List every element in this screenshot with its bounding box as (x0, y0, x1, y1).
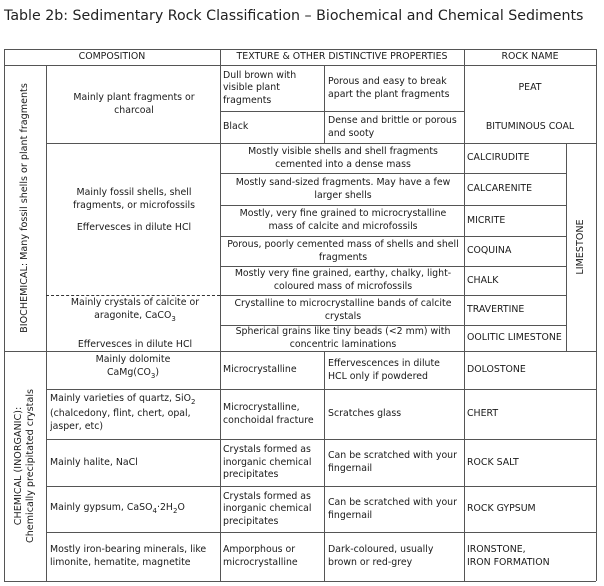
chemical-side-label-line1: CHEMICAL (INORGANIC): (13, 406, 24, 526)
rule (324, 351, 325, 581)
crystal-composition (60, 297, 210, 327)
coal-texture-a: Black (223, 121, 249, 133)
travertine-name: TRAVERTINE (467, 304, 525, 316)
fossil-composition-text: Mainly fossil shells, shell fragments, or microfossils (73, 187, 195, 211)
calcarenite-texture: Mostly sand-sized fragments. May have a few larger shells (235, 176, 451, 201)
oolitic-texture: Spherical grains like tiny beads (<2 mm) with concentric laminations (235, 326, 451, 350)
header-rock-name: ROCK NAME (501, 51, 559, 63)
crystal-composition-a: Mainly crystals of calcite or (70, 297, 200, 308)
crystal-composition-b-line (60, 310, 210, 325)
gyp-composition-sub1: 4 (152, 506, 157, 515)
calcirudite-name: CALCIRUDITE (467, 152, 530, 164)
calcirudite-texture: Mostly visible shells and shell fragments cemented into a dense mass (248, 145, 438, 170)
micrite-name: MICRITE (467, 214, 506, 226)
gyp-composition-c: O (177, 501, 185, 513)
coal-texture-b: Dense and brittle or porous and sooty (328, 114, 457, 139)
coquina-name: COQUINA (467, 245, 512, 257)
chert-composition-b: (chalcedony, flint, chert, opal, jasper, etc) (50, 408, 191, 433)
dolo-composition-b: CaMg(CO (106, 366, 151, 378)
rule (596, 49, 597, 581)
chemical-side-label (13, 351, 37, 581)
gyp-composition (50, 487, 218, 532)
chert-composition-a: Mainly varieties of quartz, SiO (50, 393, 191, 404)
plant-composition: Mainly plant fragments or charcoal (73, 91, 195, 116)
oolitic-name: OOLITIC LIMESTONE (467, 332, 562, 344)
gyp-composition-b: ·2H (156, 501, 173, 513)
iron-texture-b: Dark-coloured, usually brown or red-grey (328, 544, 434, 568)
chalk-texture: Mostly very fine grained, earthy, chalky, light-coloured mass of microfossils (234, 268, 452, 292)
rule (324, 65, 325, 143)
micrite-texture: Mostly, very fine grained to microcrystalline mass of calcite and microfossils (239, 208, 447, 232)
dolo-composition-a: Mainly dolomite (95, 354, 171, 365)
dolo-texture-a: Microcrystalline (223, 364, 297, 376)
chert-texture-b: Scratches glass (328, 408, 402, 420)
rule (566, 143, 567, 351)
iron-texture-a: Amporphous or microcrystalline (223, 544, 298, 568)
rule (4, 581, 596, 582)
gyp-composition-sub2: 2 (172, 506, 178, 515)
fossil-composition (62, 187, 206, 251)
coquina-texture: Porous, poorly cemented mass of shells and shell fragments (227, 238, 459, 263)
chert-composition (50, 393, 218, 439)
iron-name-b: IRON FORMATION (467, 557, 550, 568)
chert-composition-a-line (50, 393, 218, 408)
table-title: Table 2b: Sedimentary Rock Classification – Biochemical and Chemical Sediments (4, 8, 584, 24)
fossil-effervesce: Effervesces in dilute HCl (76, 222, 192, 234)
header-composition: COMPOSITION (78, 51, 146, 63)
rule (220, 49, 221, 581)
salt-texture-b: Can be scratched with your fingernail (328, 450, 457, 474)
chert-composition-sub: 2 (190, 397, 196, 406)
salt-texture-a: Crystals formed as inorganic chemical precipitates (223, 444, 312, 481)
peat-name: PEAT (518, 82, 542, 94)
crystal-composition-b: aragonite, CaCO (94, 309, 172, 321)
iron-composition: Mostly iron-bearing minerals, like limonite, hematite, magnetite (50, 544, 207, 568)
crystal-composition-sub: 3 (171, 314, 176, 323)
peat-texture-a: Dull brown with visible plant fragments (223, 69, 297, 106)
gyp-texture-b: Can be scratched with your fingernail (328, 496, 457, 521)
biochemical-side-label: BIOCHEMICAL: Many fossil shells or plant fragments (19, 83, 30, 333)
coal-name: BITUMINOUS COAL (485, 121, 575, 133)
limestone-label: LIMESTONE (575, 219, 586, 275)
chemical-side-label-line2: Chemically precipitated crystals (25, 389, 36, 543)
chert-name: CHERT (467, 408, 499, 420)
gyp-name: ROCK GYPSUM (467, 503, 536, 515)
iron-name-a: IRONSTONE, (467, 544, 526, 556)
salt-name: ROCK SALT (467, 456, 519, 468)
chalk-name: CHALK (467, 274, 499, 286)
rule (4, 49, 5, 581)
dolo-composition (50, 354, 216, 388)
gyp-texture-a: Crystals formed as inorganic chemical precipitates (223, 490, 312, 527)
dolo-composition-b-line (50, 367, 216, 382)
chert-texture-a: Microcrystalline, conchoidal fracture (223, 401, 314, 426)
iron-name (467, 533, 594, 581)
peat-texture-b: Porous and easy to break apart the plant fragments (328, 75, 450, 100)
travertine-texture: Crystalline to microcrystalline bands of calcite crystals (234, 297, 452, 322)
dolo-composition-c: ) (155, 366, 160, 378)
gyp-composition-a: Mainly gypsum, CaSO (50, 501, 153, 513)
header-texture: TEXTURE & OTHER DISTINCTIVE PROPERTIES (236, 51, 448, 63)
salt-composition: Mainly halite, NaCl (50, 456, 138, 468)
dolo-composition-sub: 3 (150, 371, 156, 380)
dolo-name: DOLOSTONE (467, 364, 526, 376)
dashed-rule (46, 295, 220, 296)
calcarenite-name: CALCARENITE (467, 183, 533, 195)
dolo-texture-b: Effervescences in dilute HCL only if powdered (328, 357, 440, 382)
crystal-effervesce: Effervesces in dilute HCl (77, 339, 193, 350)
